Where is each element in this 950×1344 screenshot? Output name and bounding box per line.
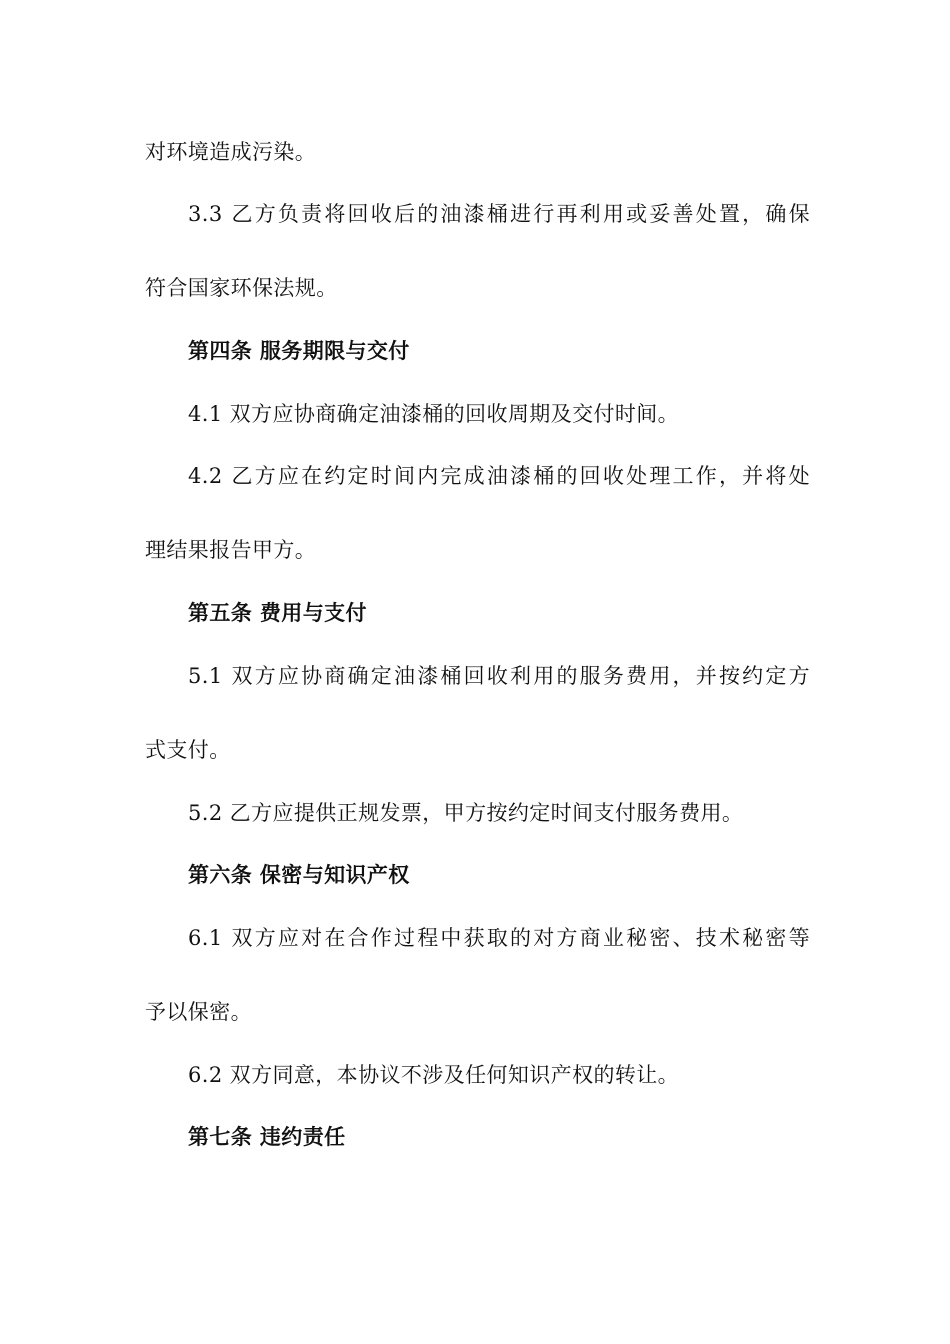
clause-5-1-continuation: 式支付。	[145, 738, 231, 762]
clause-5-2: 5.2 乙方应提供正规发票，甲方按约定时间支付服务费用。	[188, 801, 744, 825]
clause-3-3-continuation: 符合国家环保法规。	[145, 276, 338, 300]
paragraph-3-2-continuation: 对环境造成污染。	[145, 140, 317, 164]
clause-4-2: 4.2 乙方应在约定时间内完成油漆桶的回收处理工作，并将处	[188, 464, 810, 488]
clause-3-3: 3.3 乙方负责将回收后的油漆桶进行再利用或妥善处置，确保	[188, 202, 810, 226]
clause-5-1: 5.1 双方应协商确定油漆桶回收利用的服务费用，并按约定方	[188, 664, 810, 688]
clause-4-1: 4.1 双方应协商确定油漆桶的回收周期及交付时间。	[188, 402, 680, 426]
article-4-heading: 第四条 服务期限与交付	[188, 339, 410, 363]
clause-6-1-continuation: 予以保密。	[145, 1000, 252, 1024]
clause-6-1: 6.1 双方应对在合作过程中获取的对方商业秘密、技术秘密等	[188, 926, 810, 950]
article-7-heading: 第七条 违约责任	[188, 1125, 346, 1149]
article-5-heading: 第五条 费用与支付	[188, 601, 367, 625]
clause-6-2: 6.2 双方同意，本协议不涉及任何知识产权的转让。	[188, 1063, 680, 1087]
article-6-heading: 第六条 保密与知识产权	[188, 863, 410, 887]
clause-4-2-continuation: 理结果报告甲方。	[145, 538, 317, 562]
